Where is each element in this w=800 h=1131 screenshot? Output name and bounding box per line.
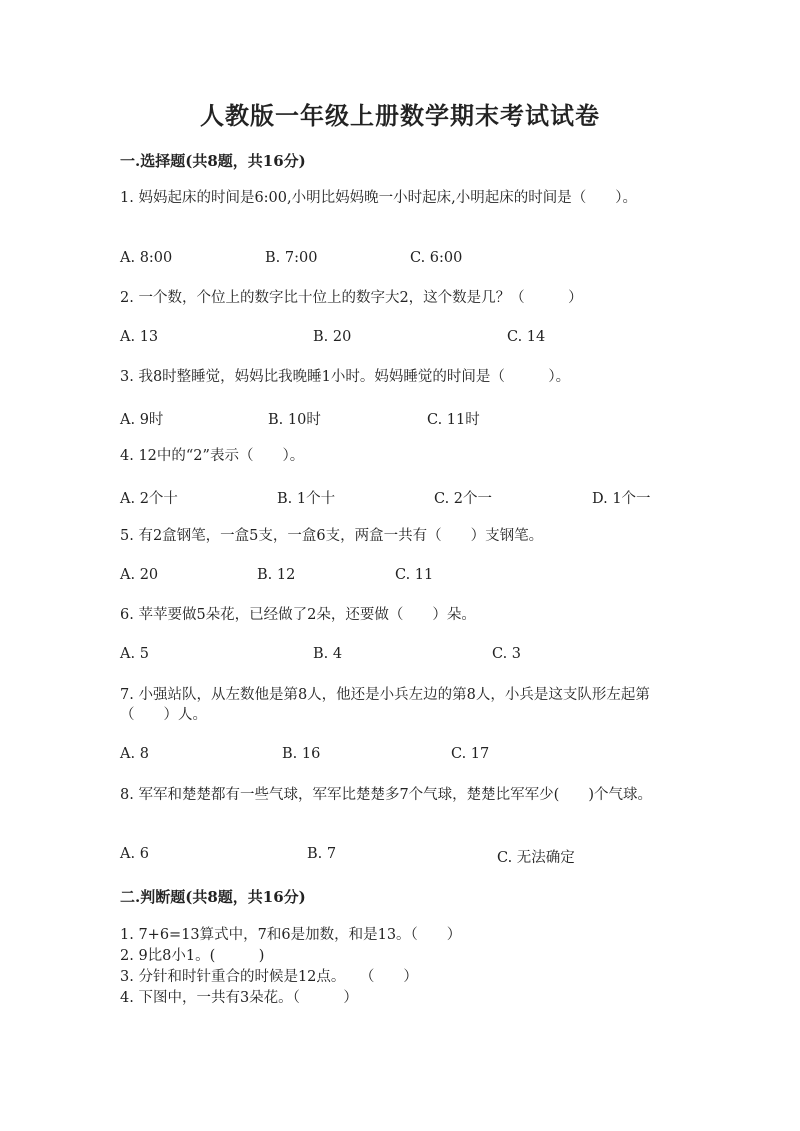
- q2-option-c: C. 14: [507, 329, 546, 345]
- question-4: 4. 12中的“2”表示（ ）。: [120, 448, 305, 464]
- judgment-item-1: 1. 7+6=13算式中，7和6是加数，和是13。（ ）: [120, 927, 462, 943]
- q2-option-a: A. 13: [120, 329, 159, 345]
- question-2: 2. 一个数，个位上的数字比十位上的数字大2，这个数是几？（ ）: [120, 290, 583, 306]
- question-7: 7. 小强站队，从左数他是第8人，他还是小兵左边的第8人，小兵是这支队形左起第（ ）人。: [120, 687, 650, 723]
- q5-option-a: A. 20: [120, 567, 159, 583]
- q7-option-c: C. 17: [451, 746, 490, 762]
- question-5: 5. 有2盒钢笔，一盒5支，一盒6支，两盒一共有（ ）支钢笔。: [120, 528, 544, 544]
- q6-option-b: B. 4: [313, 646, 343, 662]
- q6-option-a: A. 5: [120, 646, 149, 662]
- section-heading-choice: 一.选择题(共8题，共16分): [120, 152, 306, 170]
- q1-option-c: C. 6:00: [410, 250, 463, 266]
- q1-option-a: A. 8:00: [120, 250, 173, 266]
- q4-option-a: A. 2个十: [120, 491, 178, 507]
- q4-option-c: C. 2个一: [434, 491, 493, 507]
- question-1: 1. 妈妈起床的时间是6:00,小明比妈妈晚一小时起床,小明起床的时间是（ ）。: [120, 190, 637, 206]
- q4-option-d: D. 1个一: [592, 491, 651, 507]
- judgment-item-3: 3. 分针和时针重合的时候是12点。 （ ）: [120, 969, 418, 985]
- q5-option-c: C. 11: [395, 567, 434, 583]
- q7-option-b: B. 16: [282, 746, 321, 762]
- q8-option-b: B. 7: [307, 846, 337, 862]
- q3-option-a: A. 9时: [120, 412, 164, 428]
- q6-option-c: C. 3: [492, 646, 522, 662]
- section-heading-judgment: 二.判断题(共8题，共16分): [120, 888, 306, 906]
- question-3: 3. 我8时整睡觉，妈妈比我晚睡1小时。妈妈睡觉的时间是（ ）。: [120, 369, 571, 385]
- question-6: 6. 苹苹要做5朵花，已经做了2朵，还要做（ ）朵。: [120, 607, 476, 623]
- q7-option-a: A. 8: [120, 746, 149, 762]
- q4-option-b: B. 1个十: [277, 491, 336, 507]
- question-8: 8. 军军和楚楚都有一些气球，军军比楚楚多7个气球，楚楚比军军少( )个气球。: [120, 787, 652, 803]
- q5-option-b: B. 12: [257, 567, 296, 583]
- judgment-item-2: 2. 9比8小1。( ): [120, 948, 265, 964]
- judgment-item-4: 4. 下图中，一共有3朵花。（ ）: [120, 990, 358, 1006]
- q2-option-b: B. 20: [313, 329, 352, 345]
- q8-option-c: C. 无法确定: [497, 850, 575, 866]
- q3-option-b: B. 10时: [268, 412, 321, 428]
- q8-option-a: A. 6: [120, 846, 149, 862]
- q3-option-c: C. 11时: [427, 412, 480, 428]
- q1-option-b: B. 7:00: [265, 250, 318, 266]
- page-title: 人教版一年级上册数学期末考试试卷: [200, 101, 600, 130]
